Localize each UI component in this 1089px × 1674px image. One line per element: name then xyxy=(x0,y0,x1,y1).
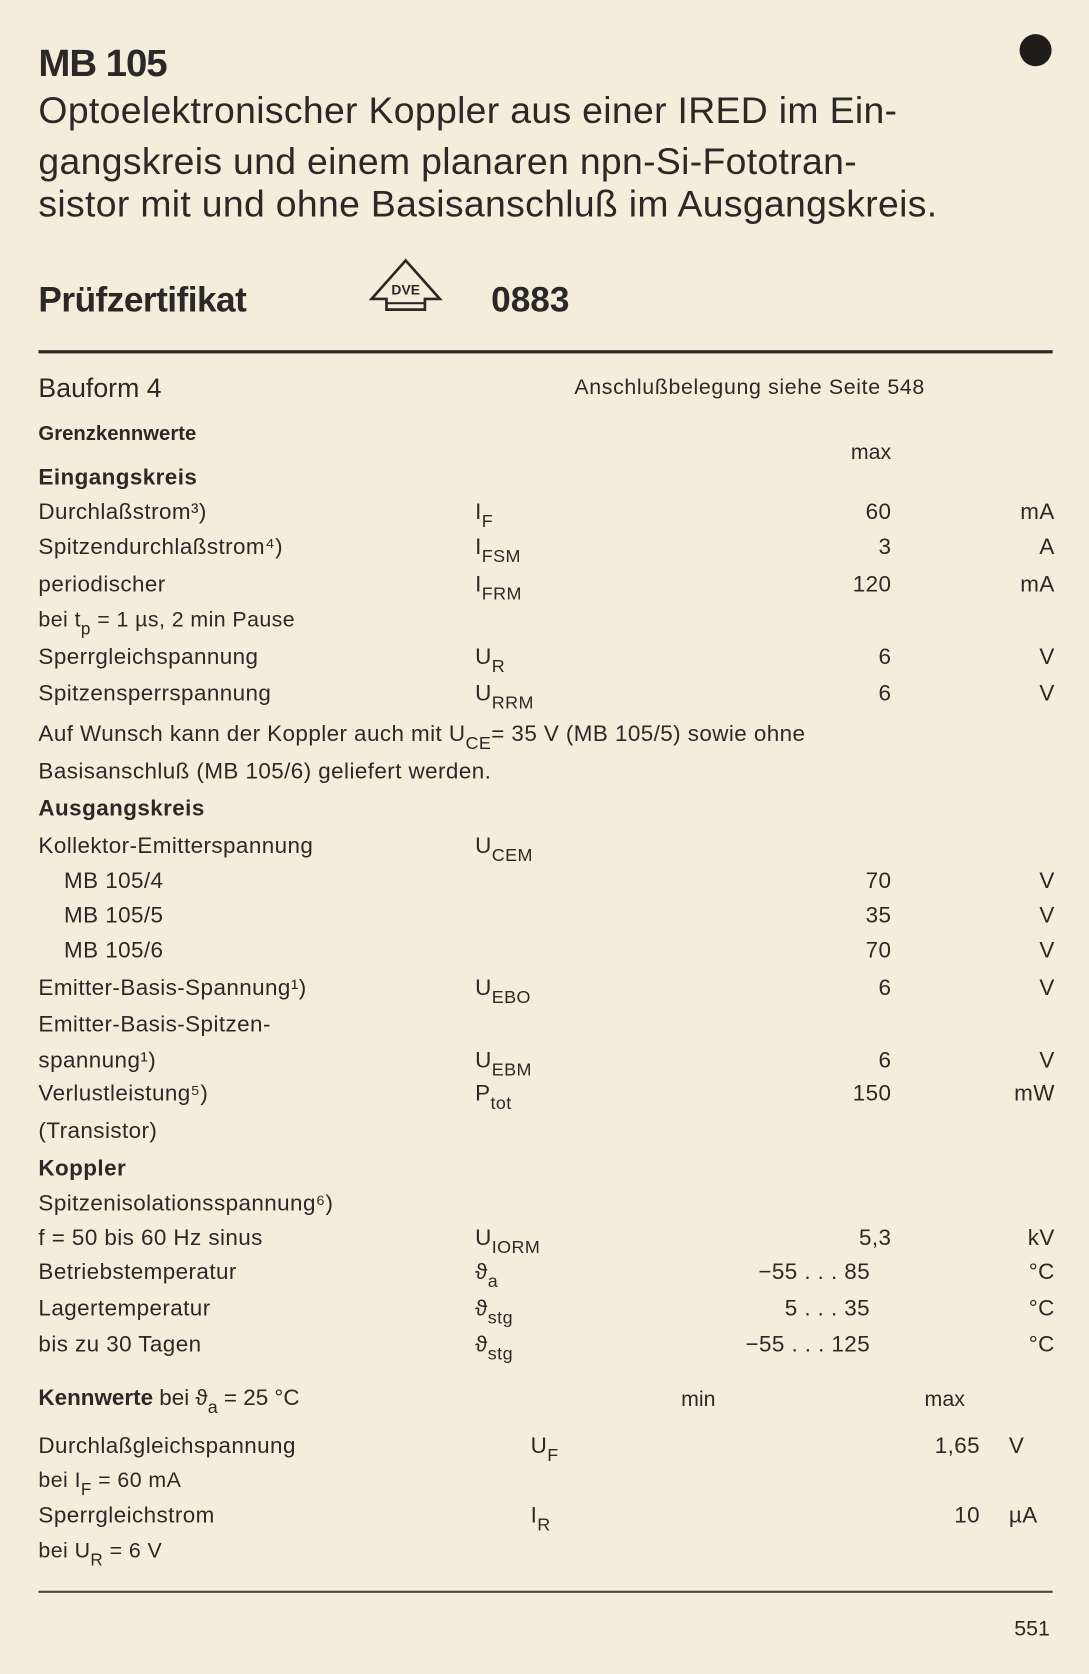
row-label xyxy=(38,1260,236,1286)
symbol xyxy=(475,534,521,567)
table-row xyxy=(0,1332,1089,1364)
unit: mA xyxy=(1020,499,1055,525)
row-label xyxy=(38,1332,201,1358)
label-subscript: p xyxy=(80,620,91,639)
row-label xyxy=(38,1191,333,1217)
table-row xyxy=(0,1156,1089,1188)
table-row xyxy=(0,1191,1089,1223)
label-subscript: CE xyxy=(465,732,492,754)
bullet-mark-icon xyxy=(1020,34,1052,66)
label-text: = 1 µs, 2 min Pause xyxy=(90,608,296,633)
unit: kV xyxy=(1027,1225,1055,1251)
certificate-label: Prüfzertifikat xyxy=(38,279,247,320)
label-text: Betriebstemperatur xyxy=(38,1259,237,1285)
max-value: 6 xyxy=(878,681,892,706)
label-text: bei U xyxy=(38,1539,91,1563)
max-column-header: max xyxy=(924,1387,965,1412)
symbol-base: U xyxy=(475,644,492,670)
symbol-subscript: tot xyxy=(490,1092,512,1114)
max-value: 150 xyxy=(852,1081,892,1107)
row-label xyxy=(38,721,806,754)
table-row xyxy=(0,1226,1089,1258)
max-value: 6 xyxy=(878,644,892,670)
label-subscript: F xyxy=(80,1480,92,1500)
symbol-base: I xyxy=(475,499,482,525)
unit: V xyxy=(1039,644,1055,670)
table-row xyxy=(0,1081,1089,1113)
label-text: Emitter-Basis-Spitzen- xyxy=(38,1012,271,1037)
label-text: Durchlaßstrom³) xyxy=(38,499,207,525)
symbol xyxy=(475,1259,499,1292)
symbol-subscript: FSM xyxy=(481,546,521,567)
unit: mA xyxy=(1020,572,1055,597)
description-line: sistor mit und ohne Basisanschluß im Ausgangskreis. xyxy=(38,183,938,226)
symbol-subscript: a xyxy=(487,1271,499,1292)
symbol-subscript: R xyxy=(491,656,506,677)
label-text: (Transistor) xyxy=(38,1118,158,1144)
label-text: Sperrgleichspannung xyxy=(38,644,259,670)
symbol-base: U xyxy=(475,833,492,859)
label-text: = 35 V (MB 105/5) sowie ohne xyxy=(491,721,806,747)
symbol-subscript: stg xyxy=(487,1343,513,1364)
label-text: Spitzenisolationsspannung⁶) xyxy=(38,1191,334,1216)
table-row xyxy=(0,1260,1089,1292)
symbol-subscript: R xyxy=(537,1514,551,1535)
row-label xyxy=(38,976,306,1002)
table-row xyxy=(0,869,1089,901)
unit: V xyxy=(1039,938,1055,963)
characteristics-heading xyxy=(38,1385,300,1418)
heading-text: = 25 °C xyxy=(217,1385,300,1411)
table-row xyxy=(0,681,1089,713)
label-text: MB 105/6 xyxy=(64,938,164,963)
symbol xyxy=(475,1048,532,1080)
table-row xyxy=(0,1012,1089,1044)
table-row xyxy=(0,645,1089,677)
dve-logo-icon xyxy=(363,256,448,328)
label-text: bei t xyxy=(38,608,81,633)
unit: °C xyxy=(1028,1332,1055,1357)
row-label xyxy=(38,500,206,526)
unit: V xyxy=(1039,1048,1055,1073)
unit: °C xyxy=(1028,1296,1055,1321)
part-title: MB 105 xyxy=(38,40,167,85)
table-row xyxy=(0,759,1089,791)
row-label xyxy=(38,1469,182,1500)
table-row xyxy=(0,1539,1089,1571)
package-type: Bauform 4 xyxy=(38,373,162,404)
row-label xyxy=(38,572,165,598)
symbol-subscript: stg xyxy=(487,1307,513,1328)
label-text: bis zu 30 Tagen xyxy=(38,1332,202,1357)
symbol-base: ϑ xyxy=(475,1332,488,1357)
table-row xyxy=(0,1503,1089,1535)
symbol xyxy=(475,1332,513,1364)
row-label xyxy=(64,938,163,964)
row-label xyxy=(38,1539,163,1570)
symbol-base: ϑ xyxy=(475,1259,488,1285)
symbol-base: P xyxy=(475,1081,491,1107)
row-label xyxy=(38,1503,214,1529)
pinout-note: Anschlußbelegung siehe Seite 548 xyxy=(574,375,925,400)
label-text: spannung¹) xyxy=(38,1048,157,1073)
row-label xyxy=(38,1048,156,1074)
symbol-subscript: RRM xyxy=(491,692,534,713)
description-line: gangskreis und einem planaren npn-Si-Fototran- xyxy=(38,140,857,183)
table-row xyxy=(0,796,1089,828)
symbol-subscript: EBO xyxy=(491,987,531,1008)
table-row xyxy=(0,572,1089,604)
row-label xyxy=(38,465,197,491)
row-label xyxy=(38,1081,208,1107)
label-text: Sperrgleichstrom xyxy=(38,1503,215,1528)
label-text: MB 105/5 xyxy=(64,903,164,928)
symbol xyxy=(475,975,531,1008)
symbol xyxy=(475,572,522,604)
label-subscript: R xyxy=(90,1551,104,1570)
description-line: Optoelektronischer Koppler aus einer IRED im Ein- xyxy=(38,89,898,132)
unit: V xyxy=(1008,1433,1025,1459)
max-value: 70 xyxy=(865,938,892,963)
max-column-header: max xyxy=(850,440,892,465)
table-row xyxy=(0,535,1089,567)
symbol-subscript: IORM xyxy=(491,1236,541,1258)
table-row xyxy=(0,1434,1089,1466)
symbol xyxy=(475,499,494,532)
unit: mW xyxy=(1014,1081,1055,1107)
row-label xyxy=(64,903,163,929)
table-row xyxy=(0,722,1089,754)
symbol-subscript: F xyxy=(481,510,494,532)
symbol-base: U xyxy=(475,975,492,1001)
heading-bold: Kennwerte xyxy=(38,1385,154,1411)
symbol xyxy=(530,1433,559,1466)
row-label xyxy=(64,869,163,895)
max-value: 35 xyxy=(865,903,892,928)
unit: V xyxy=(1039,869,1055,894)
label-text: Verlustleistung⁵) xyxy=(38,1081,209,1107)
symbol-base: U xyxy=(475,681,492,706)
symbol-base: U xyxy=(475,1048,492,1073)
symbol-subscript: F xyxy=(547,1445,559,1466)
table-row xyxy=(0,465,1089,497)
table-row xyxy=(0,903,1089,935)
symbol xyxy=(475,1225,541,1258)
label-text: Auf Wunsch kann der Koppler auch mit U xyxy=(38,721,466,747)
row-label xyxy=(38,1434,295,1460)
row-label xyxy=(38,1119,157,1145)
table-row xyxy=(0,834,1089,866)
table-row xyxy=(0,1296,1089,1328)
row-label xyxy=(38,1296,210,1322)
max-value: −55 . . . 85 xyxy=(758,1259,871,1285)
heading-text: bei ϑ xyxy=(153,1385,208,1411)
max-value: 6 xyxy=(878,1048,892,1073)
unit: A xyxy=(1039,534,1055,560)
certificate-number: 0883 xyxy=(491,279,570,320)
label-text: Eingangskreis xyxy=(38,465,198,491)
symbol xyxy=(475,1081,512,1114)
divider xyxy=(38,350,1052,353)
symbol-base: I xyxy=(475,534,482,560)
symbol-base: U xyxy=(530,1433,548,1459)
heading-sub: a xyxy=(207,1397,218,1418)
label-text: Lagertemperatur xyxy=(38,1296,211,1321)
max-value: 3 xyxy=(878,534,892,560)
unit: V xyxy=(1039,681,1055,706)
label-text: f = 50 bis 60 Hz sinus xyxy=(38,1225,263,1251)
symbol-subscript: EBM xyxy=(491,1059,532,1080)
label-text: Koppler xyxy=(38,1156,127,1181)
divider xyxy=(38,1591,1052,1593)
label-text: Ausgangskreis xyxy=(38,796,205,821)
symbol xyxy=(475,1296,513,1328)
symbol xyxy=(475,644,506,677)
label-text: periodischer xyxy=(38,572,166,597)
table-row xyxy=(0,1048,1089,1080)
label-text: = 60 mA xyxy=(91,1469,182,1493)
symbol-base: U xyxy=(475,1225,492,1251)
symbol-base: ϑ xyxy=(475,1296,488,1321)
max-value: 60 xyxy=(865,499,892,525)
symbol xyxy=(530,1503,551,1535)
row-label xyxy=(38,608,296,639)
max-value: 120 xyxy=(852,572,892,597)
symbol-subscript: FRM xyxy=(481,583,522,604)
label-text: bei I xyxy=(38,1469,81,1493)
symbol-subscript: CEM xyxy=(491,845,533,866)
symbol-base: I xyxy=(475,572,482,597)
max-value: 6 xyxy=(878,975,892,1001)
page-number: 551 xyxy=(1014,1617,1050,1641)
row-label xyxy=(38,796,204,822)
label-text: Spitzensperrspannung xyxy=(38,681,272,706)
row-label xyxy=(38,834,313,860)
row-label xyxy=(38,535,283,561)
row-label xyxy=(38,759,491,785)
max-value: 5 . . . 35 xyxy=(784,1296,871,1321)
table-row xyxy=(0,1469,1089,1501)
row-label xyxy=(38,1156,126,1182)
max-value: 70 xyxy=(865,869,892,894)
table-row xyxy=(0,938,1089,970)
symbol xyxy=(475,681,534,713)
label-text: Spitzendurchlaßstrom⁴) xyxy=(38,534,283,560)
row-label xyxy=(38,1012,270,1038)
min-column-header: min xyxy=(681,1387,716,1412)
limits-heading: Grenzkennwerte xyxy=(38,422,197,446)
label-text: = 6 V xyxy=(103,1539,163,1563)
label-text: Kollektor-Emitterspannung xyxy=(38,833,314,859)
row-label xyxy=(38,681,271,707)
unit: µA xyxy=(1008,1503,1038,1528)
symbol xyxy=(475,833,533,866)
label-text: Durchlaßgleichspannung xyxy=(38,1433,296,1459)
label-text: MB 105/4 xyxy=(64,869,164,894)
svg-text:DVE: DVE xyxy=(391,281,420,298)
max-value: 5,3 xyxy=(858,1225,892,1251)
table-row xyxy=(0,1119,1089,1151)
row-label xyxy=(38,1226,262,1252)
unit: V xyxy=(1039,975,1055,1001)
unit: V xyxy=(1039,903,1055,928)
table-row xyxy=(0,500,1089,532)
label-text: Basisanschluß (MB 105/6) geliefert werden. xyxy=(38,759,492,784)
table-row xyxy=(0,976,1089,1008)
max-value: −55 . . . 125 xyxy=(745,1332,871,1357)
max-value: 10 xyxy=(954,1503,981,1528)
label-text: Emitter-Basis-Spannung¹) xyxy=(38,975,307,1001)
max-value: 1,65 xyxy=(934,1433,981,1459)
unit: °C xyxy=(1028,1259,1055,1285)
table-row xyxy=(0,609,1089,641)
symbol-base: I xyxy=(530,1503,538,1528)
row-label xyxy=(38,645,258,671)
